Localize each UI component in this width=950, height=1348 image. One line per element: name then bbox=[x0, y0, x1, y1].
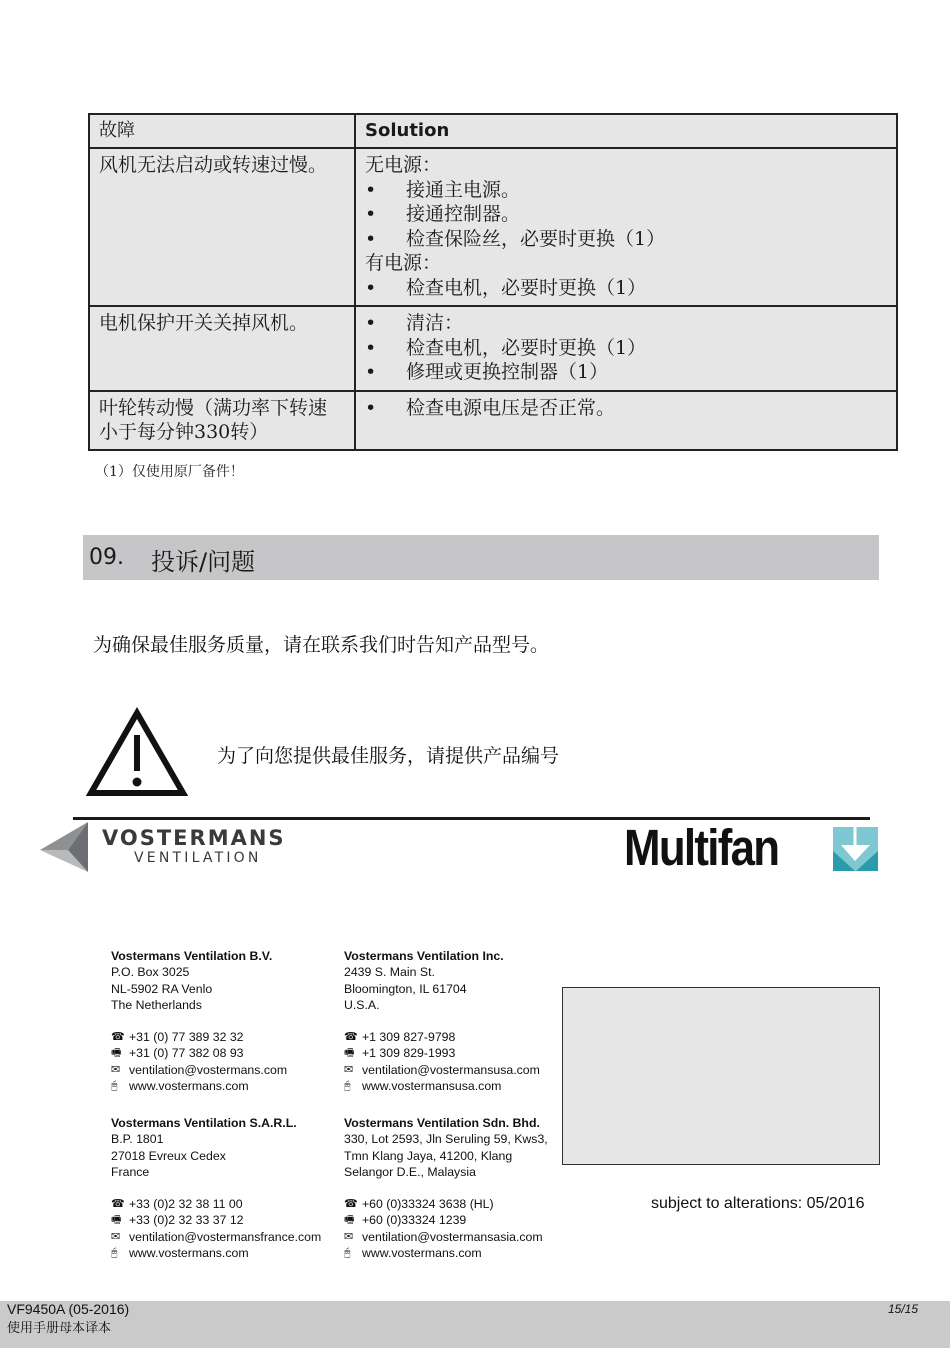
phone-number: +33 (0)2 32 38 11 00 bbox=[129, 1197, 243, 1212]
email-icon: ✉ bbox=[344, 1062, 354, 1076]
email-link[interactable]: ventilation@vostermansusa.com bbox=[362, 1062, 540, 1077]
intro-text: 为确保最佳服务质量，请在联系我们时告知产品型号。 bbox=[93, 634, 550, 656]
fault-cell: 电机保护开关关掉风机。 bbox=[89, 306, 355, 391]
solution-text: 修理或更换控制器（1） bbox=[406, 361, 609, 383]
vostermans-logo-icon bbox=[40, 820, 90, 874]
phone-icon: ☎ bbox=[111, 1197, 125, 1211]
solution-cell bbox=[355, 306, 897, 391]
section-number: 09. bbox=[89, 545, 124, 570]
office-netherlands bbox=[111, 948, 287, 1094]
solution-text: 接通主电源。 bbox=[406, 178, 521, 201]
fax-number: +33 (0)2 32 33 37 12 bbox=[129, 1213, 244, 1228]
solution-text: 接通控制器。 bbox=[406, 203, 521, 225]
bullet-icon: • bbox=[365, 361, 377, 383]
address-line: Selangor D.E., Malaysia bbox=[344, 1164, 476, 1179]
table-row bbox=[89, 391, 897, 450]
fax-number: +1 309 829-1993 bbox=[362, 1046, 456, 1061]
solution-heading: 无电源： bbox=[365, 154, 442, 176]
fault-cell: 风机无法启动或转速过慢。 bbox=[89, 148, 355, 306]
table-header-row bbox=[89, 114, 897, 148]
solution-heading: 有电源： bbox=[365, 252, 442, 274]
section-heading bbox=[83, 535, 879, 580]
bullet-icon: • bbox=[365, 336, 377, 359]
address-line: France bbox=[111, 1164, 150, 1179]
office-name: Vostermans Ventilation B.V. bbox=[111, 949, 273, 963]
email-icon: ✉ bbox=[344, 1229, 354, 1243]
email-link[interactable]: ventilation@vostermansasia.com bbox=[362, 1229, 543, 1244]
fax-icon: 🖷 bbox=[111, 1213, 122, 1227]
web-icon: 🖰 bbox=[344, 1246, 351, 1260]
office-name: Vostermans Ventilation Inc. bbox=[344, 949, 504, 963]
address-line: U.S.A. bbox=[344, 997, 380, 1012]
phone-number: +31 (0) 77 389 32 32 bbox=[129, 1030, 244, 1045]
office-name: Vostermans Ventilation Sdn. Bhd. bbox=[344, 1116, 540, 1130]
warning-text: 为了向您提供最佳服务，请提供产品编号 bbox=[217, 745, 560, 767]
address-line: P.O. Box 3025 bbox=[111, 965, 190, 980]
solution-text: 检查电机，必要时更换（1） bbox=[406, 336, 647, 359]
subject-to-alterations: subject to alterations: 05/2016 bbox=[651, 1195, 865, 1212]
solution-item bbox=[365, 276, 887, 301]
office-france bbox=[111, 1115, 321, 1261]
solution-text: 清洁： bbox=[406, 312, 464, 334]
address-line: NL-5902 RA Venlo bbox=[111, 981, 213, 996]
phone-icon: ☎ bbox=[344, 1197, 358, 1211]
web-icon: 🖰 bbox=[111, 1246, 118, 1260]
bullet-icon: • bbox=[365, 178, 377, 201]
header-solution: Solution bbox=[355, 114, 897, 148]
phone-icon: ☎ bbox=[111, 1030, 125, 1044]
solution-item bbox=[365, 227, 887, 252]
warning-triangle-icon bbox=[86, 707, 188, 797]
address-line: The Netherlands bbox=[111, 997, 202, 1012]
solution-item bbox=[365, 396, 887, 421]
fax-icon: 🖷 bbox=[344, 1046, 355, 1060]
solution-cell bbox=[355, 391, 897, 450]
office-malaysia bbox=[344, 1115, 548, 1261]
vostermans-subtitle: VENTILATION bbox=[134, 850, 262, 866]
phone-number: +60 (0)33324 3638 (HL) bbox=[362, 1197, 494, 1212]
address-line: 27018 Evreux Cedex bbox=[111, 1148, 226, 1163]
email-link[interactable]: ventilation@vostermans.com bbox=[129, 1062, 288, 1077]
document-subtitle: 使用手册母本译本 bbox=[7, 1321, 112, 1336]
web-icon: 🖰 bbox=[344, 1079, 351, 1093]
solution-item bbox=[365, 336, 887, 361]
bullet-icon: • bbox=[365, 227, 377, 250]
page-footer bbox=[0, 1301, 950, 1348]
address-line: B.P. 1801 bbox=[111, 1132, 164, 1147]
phone-number: +1 309 827-9798 bbox=[362, 1030, 456, 1045]
multifan-logo: Multifan bbox=[624, 819, 779, 876]
fault-cell: 叶轮转动慢（满功率下转速小于每分钟330转） bbox=[89, 391, 355, 450]
bullet-icon: • bbox=[365, 312, 377, 334]
header-fault: 故障 bbox=[89, 114, 355, 148]
solution-cell bbox=[355, 148, 897, 306]
address-line: Tmn Klang Jaya, 41200, Klang bbox=[344, 1148, 513, 1163]
office-usa bbox=[344, 948, 540, 1094]
web-link[interactable]: www.vostermans.com bbox=[129, 1079, 249, 1094]
solution-item bbox=[365, 360, 887, 385]
address-line: 330, Lot 2593, Jln Seruling 59, Kws3, bbox=[344, 1132, 548, 1147]
web-icon: 🖰 bbox=[111, 1079, 118, 1093]
email-link[interactable]: ventilation@vostermansfrance.com bbox=[129, 1229, 322, 1244]
fax-number: +60 (0)33324 1239 bbox=[362, 1213, 467, 1228]
vostermans-name: VOSTERMANS bbox=[102, 826, 286, 850]
document-code: VF9450A (05-2016) bbox=[7, 1301, 130, 1317]
bullet-icon: • bbox=[365, 276, 377, 299]
web-link[interactable]: www.vostermans.com bbox=[362, 1246, 482, 1261]
solution-item bbox=[365, 202, 887, 227]
fax-icon: 🖷 bbox=[344, 1213, 355, 1227]
footnote: （1）仅使用原厂备件！ bbox=[95, 464, 244, 480]
dealer-stamp-box bbox=[562, 987, 880, 1165]
page-number: 15/15 bbox=[887, 1302, 918, 1316]
table-row bbox=[89, 148, 897, 306]
multifan-emblem-icon bbox=[833, 827, 878, 871]
fax-number: +31 (0) 77 382 08 93 bbox=[129, 1046, 244, 1061]
solution-text: 检查电机，必要时更换（1） bbox=[406, 276, 647, 299]
table-row bbox=[89, 306, 897, 391]
solution-text: 检查电源电压是否正常。 bbox=[406, 396, 616, 419]
address-line: 2439 S. Main St. bbox=[344, 965, 435, 980]
fax-icon: 🖷 bbox=[111, 1046, 122, 1060]
bullet-icon: • bbox=[365, 396, 377, 419]
web-link[interactable]: www.vostermansusa.com bbox=[362, 1079, 502, 1094]
section-title: 投诉/问题 bbox=[151, 548, 256, 576]
email-icon: ✉ bbox=[111, 1062, 121, 1076]
email-icon: ✉ bbox=[111, 1229, 121, 1243]
solution-item bbox=[365, 311, 887, 336]
address-line: Bloomington, IL 61704 bbox=[344, 981, 467, 996]
troubleshooting-table bbox=[88, 113, 898, 451]
office-name: Vostermans Ventilation S.A.R.L. bbox=[111, 1116, 297, 1130]
phone-icon: ☎ bbox=[344, 1030, 358, 1044]
solution-text: 检查保险丝，必要时更换（1） bbox=[406, 227, 666, 250]
bullet-icon: • bbox=[365, 203, 377, 225]
web-link[interactable]: www.vostermans.com bbox=[129, 1246, 249, 1261]
solution-item bbox=[365, 178, 887, 203]
